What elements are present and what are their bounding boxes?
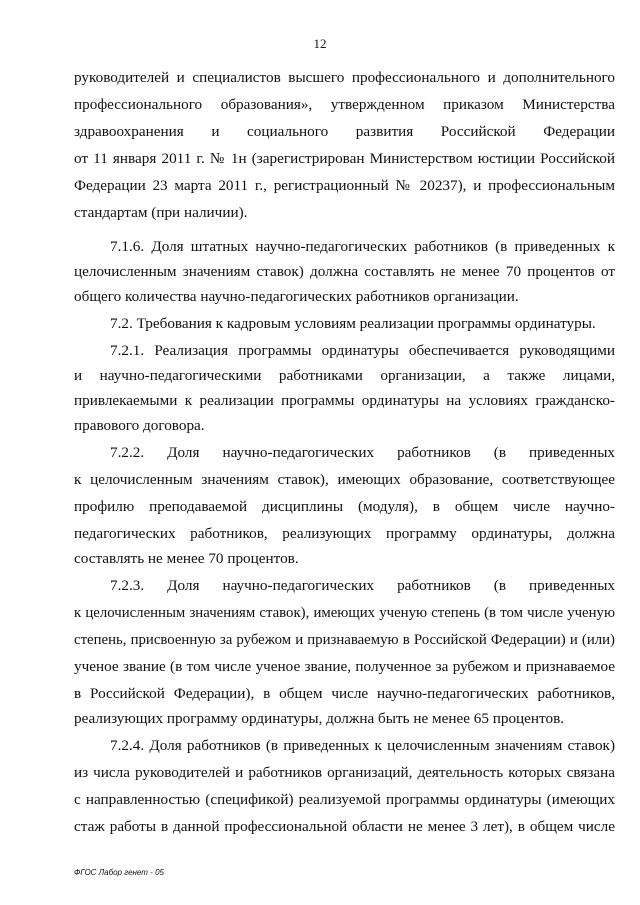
paragraph-start-line: 7.1.6. Доля штатных научно-педагогических работников (в приведенных к: [110, 238, 615, 255]
text-line: степень, присвоенную за рубежом и признаваемую в Российской Федерации) и (или): [74, 632, 615, 648]
text-line: здравоохранения и социального развития Российской Федерации: [74, 123, 615, 140]
text-line: реализующих программу ординатуры, должна быть не менее 65 процентов.: [74, 710, 565, 727]
text-line: общего количества научно-педагогических работников организации.: [74, 288, 519, 305]
text-line: и научно-педагогическими работниками организации, а также лицами,: [74, 367, 615, 384]
paragraph-start-line: 7.2.3. Доля научно-педагогических работников (в приведенных: [110, 577, 615, 594]
page-number: 12: [313, 36, 327, 51]
text-line: к целочисленным значениям ставок), имеющих образование, соответствующее: [74, 471, 615, 488]
text-line: от 11 января 2011 г. № 1н (зарегистрирован Министерством юстиции Российской: [74, 150, 615, 167]
text-line: правового договора.: [74, 417, 205, 434]
text-line: привлекаемыми к реализации программы ординатуры на условиях гражданско-: [74, 392, 615, 409]
text-line: ученое звание (в том числе ученое звание, полученное за рубежом и признаваемое: [74, 658, 615, 675]
text-line: профессионального образования», утвержденном приказом Министерства: [74, 96, 615, 113]
text-line: стаж работы в данной профессиональной области не менее 3 лет), в общем числе: [74, 818, 615, 835]
paragraph-start-line: 7.2.4. Доля работников (в приведенных к целочисленным значениям ставок): [110, 737, 615, 754]
text-line: целочисленным значениям ставок) должна составлять не менее 70 процентов от: [74, 263, 615, 280]
text-line: профилю преподаваемой дисциплины (модуля), в общем числе научно-: [74, 498, 615, 515]
text-line: к целочисленным значениям ставок), имеющих ученую степень (в том числе ученую: [74, 605, 615, 621]
footer-note: ФГОС Лабор генет - 05: [74, 868, 164, 877]
text-line: педагогических работников, реализующих программу ординатуры, должна: [74, 525, 615, 542]
paragraph-start-line: 7.2.1. Реализация программы ординатуры обеспечивается руководящими: [110, 342, 615, 359]
text-line: руководителей и специалистов высшего профессионального и дополнительного: [74, 69, 615, 86]
text-line: с направленностью (спецификой) реализуемой программы ординатуры (имеющих: [74, 791, 615, 808]
text-line: составлять не менее 70 процентов.: [74, 550, 299, 567]
text-line: стандартам (при наличии).: [74, 204, 248, 221]
paragraph-start-line: 7.2.2. Доля научно-педагогических работников (в приведенных: [110, 444, 615, 461]
text-line: в Российской Федерации), в общем числе научно-педагогических работников,: [74, 685, 615, 702]
text-line: из числа руководителей и работников организаций, деятельность которых связана: [74, 764, 615, 781]
section-heading-line: 7.2. Требования к кадровым условиям реализации программы ординатуры.: [110, 315, 596, 332]
text-line: Федерации 23 марта 2011 г., регистрационный № 20237), и профессиональным: [74, 177, 615, 194]
